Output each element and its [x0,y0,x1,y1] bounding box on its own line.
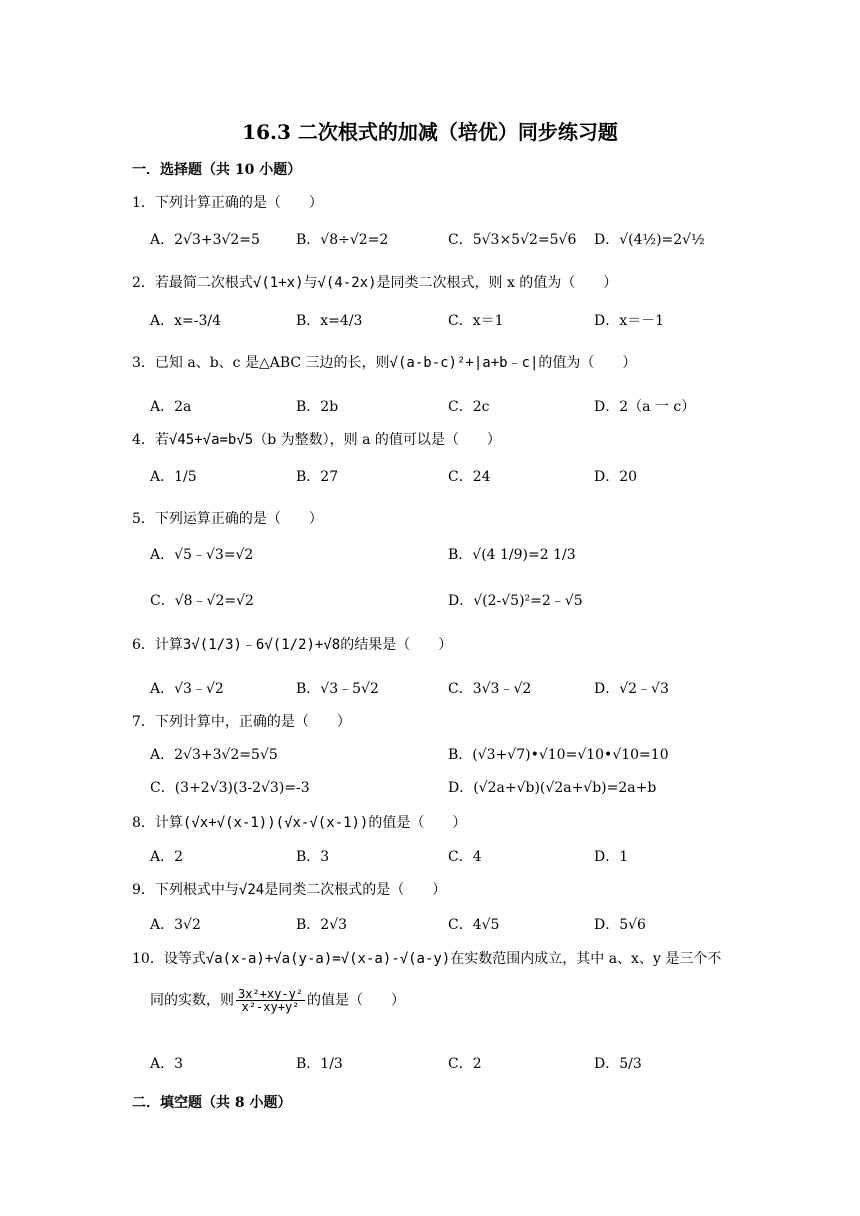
q2-stem-part: 是同类二次根式，则 x 的值为（ ） [376,275,618,291]
q2-radical-1: √(1+x) [252,275,304,291]
q5-option-b: B．√(4 1/9)=2 1/3 [448,547,576,563]
q10-fraction-denominator: x²-xy+y² [241,1000,300,1014]
q10-option-d: D．5/3 [594,1056,642,1072]
q6-option-b: B．√3﹣5√2 [296,681,379,697]
question-7-stem: 7．下列计算中，正确的是（ ） [132,714,351,730]
q8-stem-part: 8．计算 [132,815,183,831]
q2-stem-part: 与 [303,275,318,291]
q2-option-c: C．x＝1 [448,313,504,329]
q3-option-b: B．2b [296,399,339,415]
page-title: 16.3 二次根式的加减（培优）同步练习题 [242,120,618,144]
question-9-stem [132,879,446,899]
q4-option-d: D．20 [594,469,638,485]
question-3-stem [132,352,636,372]
q10-expression: √a(x-a)+√a(y-a)=√(x-a)-√(a-y) [205,951,451,967]
section-heading-fill: 二．填空题（共 8 小题） [132,1095,292,1111]
q9-option-c: C．4√5 [448,917,500,933]
q4-expression: √45+√a=b√5 [168,432,254,448]
q9-option-d: D．5√6 [594,917,646,933]
q7-option-a: A．2√3+3√2=5√5 [150,747,278,763]
q9-expression: √24 [238,882,265,898]
q3-option-c: C．2c [448,399,490,415]
q5-option-c: C．√8﹣√2=√2 [150,593,254,609]
q4-option-a: A．1/5 [150,469,197,485]
q10-fraction [236,988,305,1013]
q4-stem-part: （b 为整数），则 a 的值可以是（ ） [253,432,501,448]
q1-option-d: D．√(4½)=2√½ [594,232,705,248]
q4-stem-part: 4．若 [132,432,169,448]
q6-stem-part: 6．计算 [132,637,183,653]
q8-stem-part: 的值是（ ） [368,815,467,831]
question-10-stem [132,948,721,968]
q5-option-d: D．√(2-√5)²=2﹣√5 [448,593,583,609]
q10-stem-part: 同的实数，则 [150,992,234,1009]
q8-option-c: C．4 [448,849,482,865]
q10-fraction-numerator: 3x²+xy-y² [238,987,304,1001]
q8-option-b: B．3 [296,849,330,865]
q3-expression: √(a-b-c)²+|a+b﹣c|的值为（ ） [389,355,637,371]
q9-stem-part: 9．下列根式中与 [132,882,239,898]
question-4-stem [132,429,501,449]
q3-stem-part: 3．已知 a、b、c 是△ABC 三边的长，则 [132,355,390,371]
section-heading-choice: 一．选择题（共 10 小题） [132,162,302,178]
q5-option-a: A．√5﹣√3=√2 [150,547,254,563]
question-6-stem [132,634,452,654]
q9-option-b: B．2√3 [296,917,348,933]
q1-option-c: C．5√3×5√2=5√6 [448,232,577,248]
q6-expression: 3√(1/3)﹣6√(1/2)+√8 [182,637,341,653]
q10-option-b: B．1/3 [296,1056,343,1072]
q10-stem-part: 在实数范围内成立，其中 a、x、y 是三个不 [450,951,722,967]
q3-option-a: A．2a [150,399,192,415]
q1-option-b: B．√8÷√2=2 [296,232,389,248]
q7-option-c: C．(3+2√3)(3-2√3)=-3 [150,780,310,796]
q8-expression: (√x+√(x-1))(√x-√(x-1)) [182,815,369,831]
q9-stem-part: 是同类二次根式的是（ ） [264,882,447,898]
q6-option-c: C．3√3﹣√2 [448,681,532,697]
q6-stem-part: 的结果是（ ） [340,637,453,653]
q1-option-a: A．2√3+3√2=5 [150,232,260,248]
question-8-stem [132,812,466,832]
q8-option-d: D．1 [594,849,629,865]
question-2-stem [132,272,617,292]
q10-option-c: C．2 [448,1056,482,1072]
q2-radical-2: √(4-2x) [317,275,377,291]
q2-option-b: B．x=4/3 [296,313,363,329]
q2-stem-part: 2．若最简二次根式 [132,275,253,291]
q10-stem-part: 的值是（ ） [307,992,406,1009]
question-1-stem: 1．下列计算正确的是（ ） [132,195,323,211]
q7-option-d: D．(√2a+√b)(√2a+√b)=2a+b [448,780,657,796]
q9-option-a: A．3√2 [150,917,201,933]
q4-option-b: B．27 [296,469,339,485]
q4-option-c: C．24 [448,469,491,485]
question-5-stem: 5．下列运算正确的是（ ） [132,511,323,527]
q10-option-a: A．3 [150,1056,184,1072]
q10-stem-part: 10．设等式 [132,951,206,967]
q2-option-a: A．x=-3/4 [150,313,221,329]
q2-option-d: D．x＝－1 [594,313,665,329]
q7-option-b: B．(√3+√7)•√10=√10•√10=10 [448,747,669,763]
q8-option-a: A．2 [150,849,184,865]
q6-option-d: D．√2﹣√3 [594,681,669,697]
q6-option-a: A．√3﹣√2 [150,681,224,697]
q3-option-d: D．2（a 一 c） [594,399,696,415]
question-10-stem-line-2 [150,988,405,1013]
